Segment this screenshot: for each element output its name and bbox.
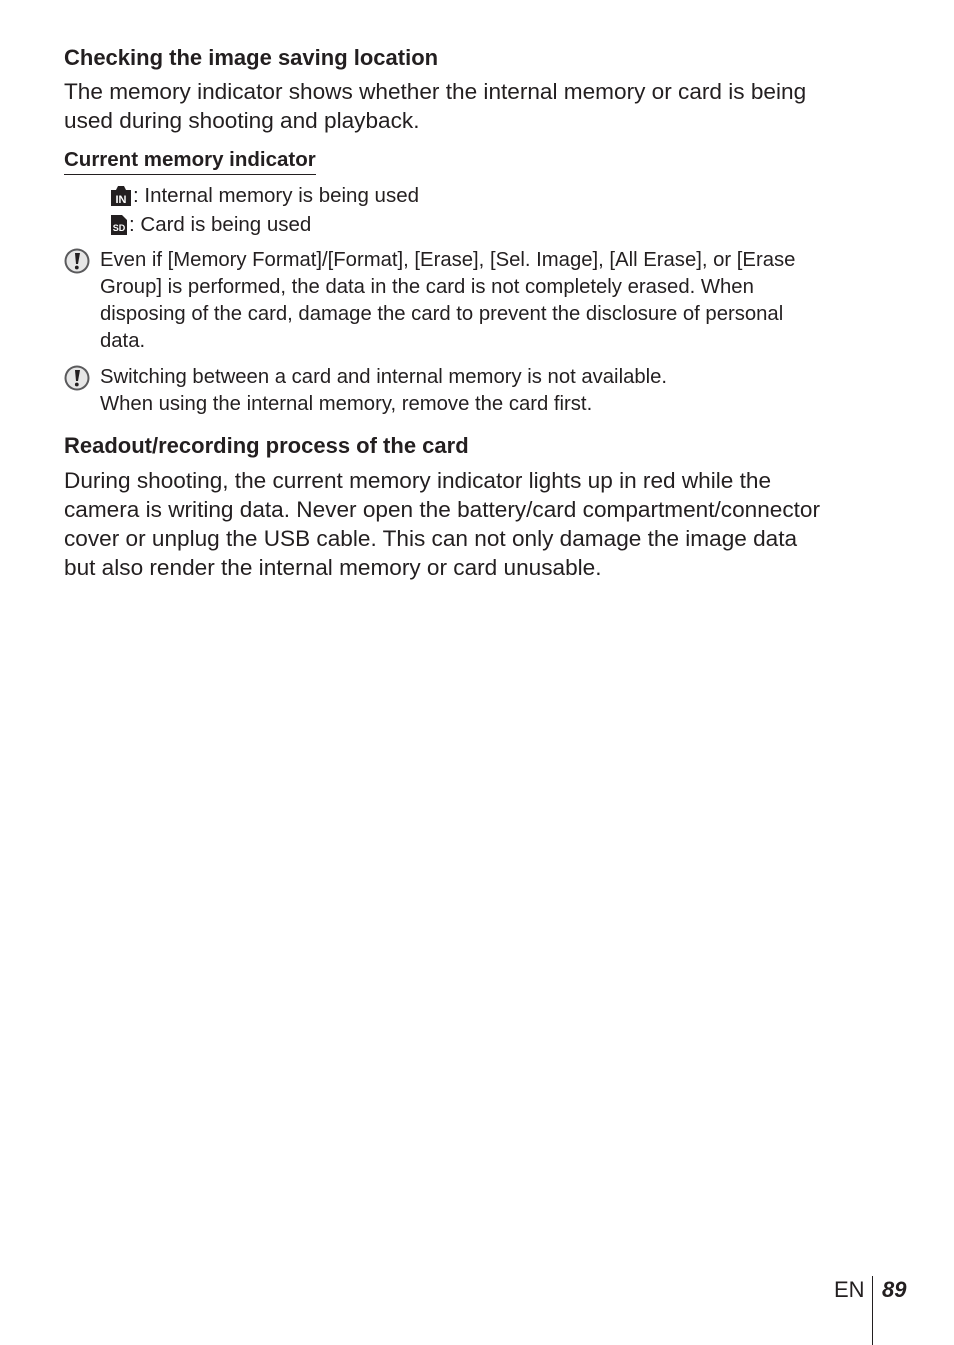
body-line: camera is writing data. Never open the battery/card compartment/connector (64, 497, 820, 522)
note-line: Group] is performed, the data in the card is not completely erased. When (100, 276, 754, 298)
note-line: data. (100, 330, 146, 352)
sd-card-icon (110, 214, 128, 236)
body-line: The memory indicator shows whether the internal memory or card is being (64, 79, 807, 104)
internal-memory-icon (110, 185, 132, 207)
indicator-item-card (110, 210, 311, 239)
section-body (64, 77, 884, 135)
internal-memory-icon-label: IN (115, 193, 127, 206)
caution-icon (64, 248, 90, 274)
body-line: During shooting, the current memory indicator lights up in red while the (64, 468, 772, 493)
caution-note-text (100, 247, 884, 355)
page-number: 89 (882, 1277, 907, 1302)
indicator-item-text: : Internal memory is being used (133, 184, 419, 207)
indicator-item-text: : Card is being used (129, 213, 312, 236)
note-line: disposing of the card, damage the card to prevent the disclosure of personal (100, 303, 784, 325)
subheading-current-memory-indicator: Current memory indicator (64, 148, 316, 175)
body-line: used during shooting and playback. (64, 108, 420, 133)
note-line: Even if [Memory Format]/[Format], [Erase], [Sel. Image], [All Erase], or [Erase (100, 249, 796, 271)
note-line: When using the internal memory, remove the card first. (100, 393, 593, 415)
section-heading-readout-recording: Readout/recording process of the card (64, 433, 469, 458)
note-line: Switching between a card and internal memory is not available. (100, 366, 668, 388)
body-line: cover or unplug the USB cable. This can not only damage the image data (64, 526, 798, 551)
language-label: EN (834, 1277, 865, 1302)
caution-note-text (100, 364, 884, 418)
section-heading-saving-location: Checking the image saving location (64, 45, 439, 70)
caution-icon (64, 365, 90, 391)
section-body (64, 466, 884, 582)
body-line: but also render the internal memory or card unusable. (64, 555, 602, 580)
indicator-item-internal (110, 181, 419, 210)
sd-card-icon-label: SD (112, 222, 126, 233)
footer-divider (872, 1276, 873, 1345)
